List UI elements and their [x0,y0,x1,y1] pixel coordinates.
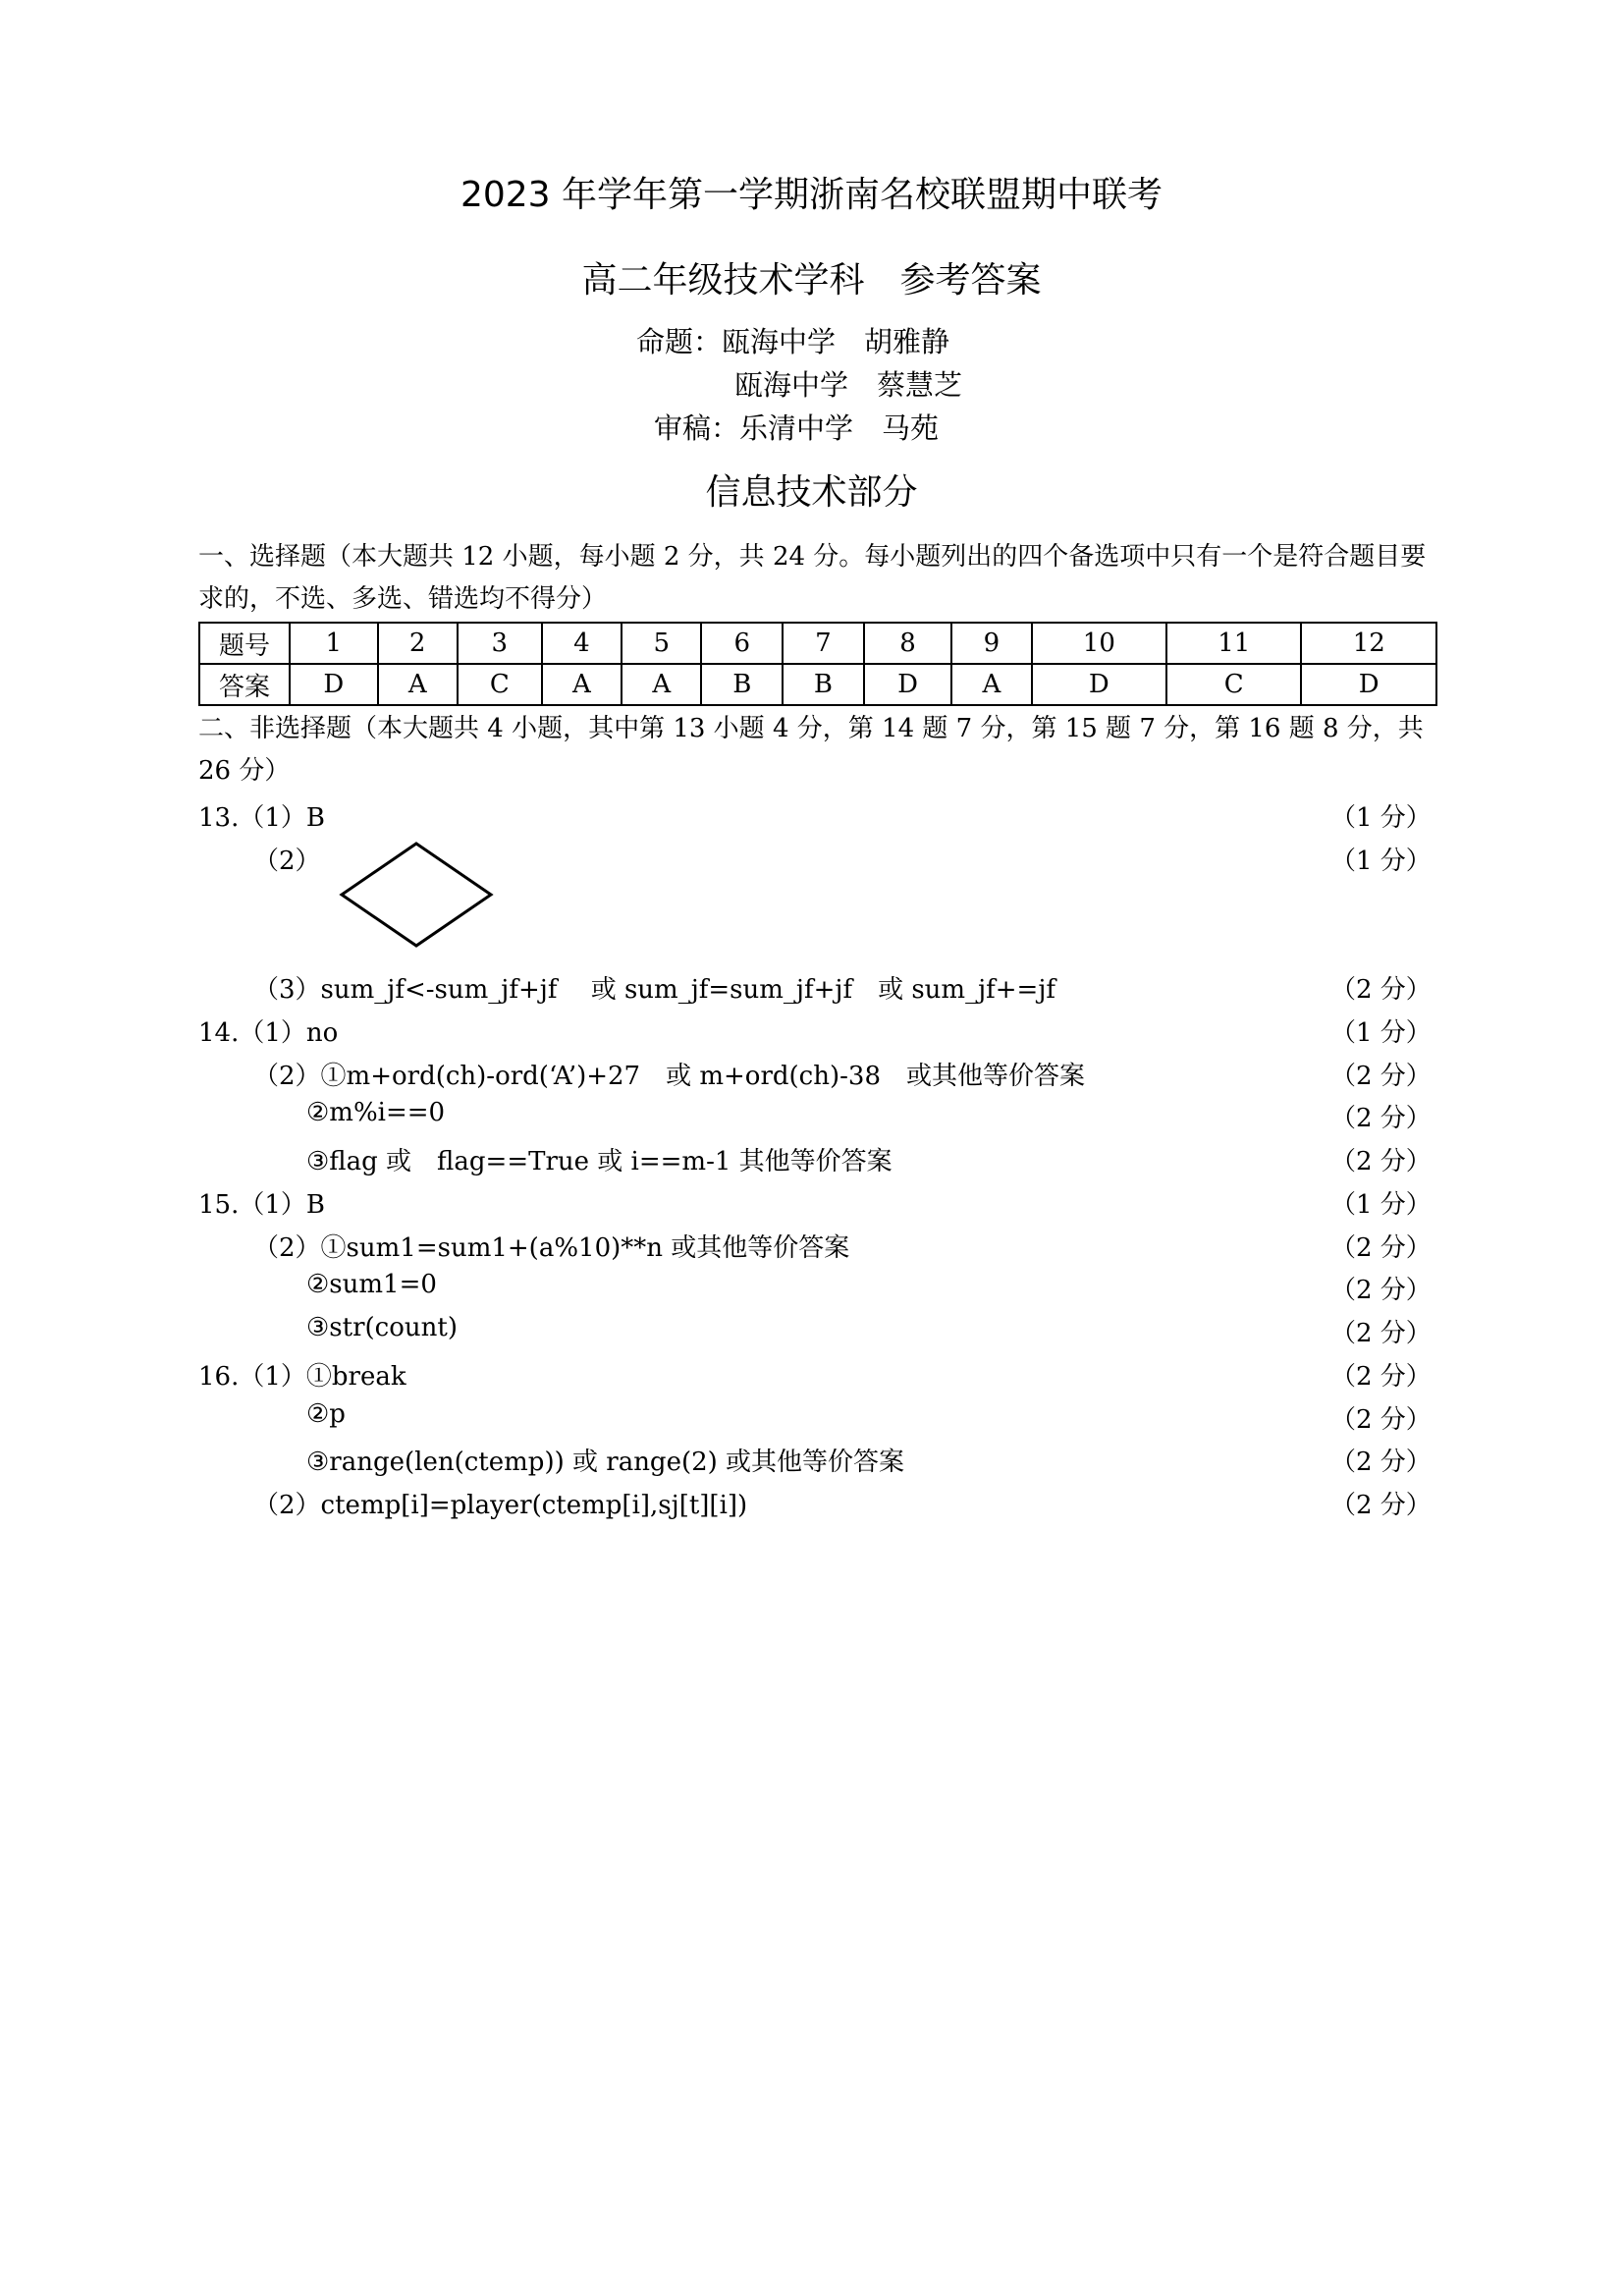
score-label: （2 分） [1330,1405,1432,1435]
score-label: （1 分） [1330,1190,1432,1220]
answer-line: 14.（1）no [198,1018,339,1048]
question-number: 11 [1166,623,1301,664]
score-label: （2 分） [1330,1491,1432,1520]
part2-intro: 二、非选择题（本大题共 4 小题，其中第 13 小题 4 分，第 14 题 7 分，第 15 题 7 分，第 16 题 8 分，共 26 分） [198,714,1424,786]
answer-cell: D [864,664,952,705]
question-number: 9 [951,623,1031,664]
answer-cell: C [458,664,542,705]
score-label: （2 分） [1330,1062,1432,1091]
author-school: 瓯海中学 [722,325,837,358]
table-row [199,664,1436,705]
answer-cell: C [1166,664,1301,705]
answer-cell: A [378,664,458,705]
decision-diamond-icon [337,840,496,950]
question-number: 12 [1301,623,1436,664]
question-number: 10 [1032,623,1166,664]
author-label: 审稿： [654,411,740,445]
score-label: （2 分） [1330,1319,1432,1348]
question-number: 4 [542,623,622,664]
answer-line: ②sum1=0 [306,1270,437,1299]
score-label: （2 分） [1330,1147,1432,1176]
answer-cell: D [1032,664,1166,705]
score-label: （2 分） [1330,1104,1432,1133]
author-name: 马苑 [882,411,940,445]
answer-cell: B [783,664,864,705]
answer-line: ②p [306,1399,346,1429]
table-row [199,623,1436,664]
author-school: 乐清中学 [739,411,854,445]
question-number: 1 [290,623,378,664]
document-subtitle: 高二年级技术学科 参考答案 [581,260,1042,301]
answer-line: 13.（1）B [198,803,325,833]
answer-cell: A [622,664,701,705]
score-label: （2 分） [1330,1233,1432,1263]
answer-line: ③str(count) [306,1313,458,1342]
question-number: 3 [458,623,542,664]
answer-line: （2）ctemp[i]=player(ctemp[i],sj[t][i]) [253,1491,748,1520]
part1-intro: 一、选择题（本大题共 12 小题，每小题 2 分，共 24 分。每小题列出的四个备选项中只有一个是符合题目要求的，不选、多选、错选均不得分） [198,542,1427,614]
author-row [734,363,962,404]
author-row [636,320,949,360]
answer-line: （2）①m+ord(ch)-ord(‘A’)+27 或 m+ord(ch)-38 或其他等价答案 [253,1062,1085,1091]
question-number: 6 [701,623,783,664]
row-label: 答案 [199,664,290,705]
author-label: 命题： [636,325,723,358]
answer-line: ③flag 或 flag==True 或 i==m-1 其他等价答案 [306,1147,893,1176]
score-label: （2 分） [1330,1276,1432,1305]
answer-line: 16.（1）①break [198,1362,406,1392]
answer-cell: A [542,664,622,705]
answer-cell: D [290,664,378,705]
score-label: （2 分） [1330,1448,1432,1477]
author-name: 蔡慧芝 [877,368,963,402]
reviewer-row [654,407,939,447]
score-label: （1 分） [1330,1018,1432,1048]
answer-cell: B [701,664,783,705]
answer-line: ②m%i==0 [306,1098,446,1127]
author-name: 胡雅静 [864,325,950,358]
answer-cell: A [951,664,1031,705]
answer-line: 15.（1）B [198,1190,325,1220]
question-number: 7 [783,623,864,664]
score-label: （1 分） [1330,803,1432,833]
answer-line: ③range(len(ctemp)) 或 range(2) 或其他等价答案 [306,1448,905,1477]
answer-table [198,622,1437,706]
question-number: 2 [378,623,458,664]
question-number: 5 [622,623,701,664]
answer-line: （2） [253,847,321,876]
score-label: （2 分） [1330,1362,1432,1392]
answer-line: （2）①sum1=sum1+(a%10)**n 或其他等价答案 [253,1233,850,1263]
section-title: 信息技术部分 [705,472,918,513]
document-title: 2023 年学年第一学期浙南名校联盟期中联考 [460,175,1163,215]
score-label: （1 分） [1330,847,1432,876]
score-label: （2 分） [1330,975,1432,1005]
answer-cell: D [1301,664,1436,705]
answer-line: （3）sum_jf<-sum_jf+jf 或 sum_jf=sum_jf+jf 或 sum_jf+=jf [253,975,1056,1005]
author-school: 瓯海中学 [734,368,849,402]
row-label: 题号 [199,623,290,664]
question-number: 8 [864,623,952,664]
